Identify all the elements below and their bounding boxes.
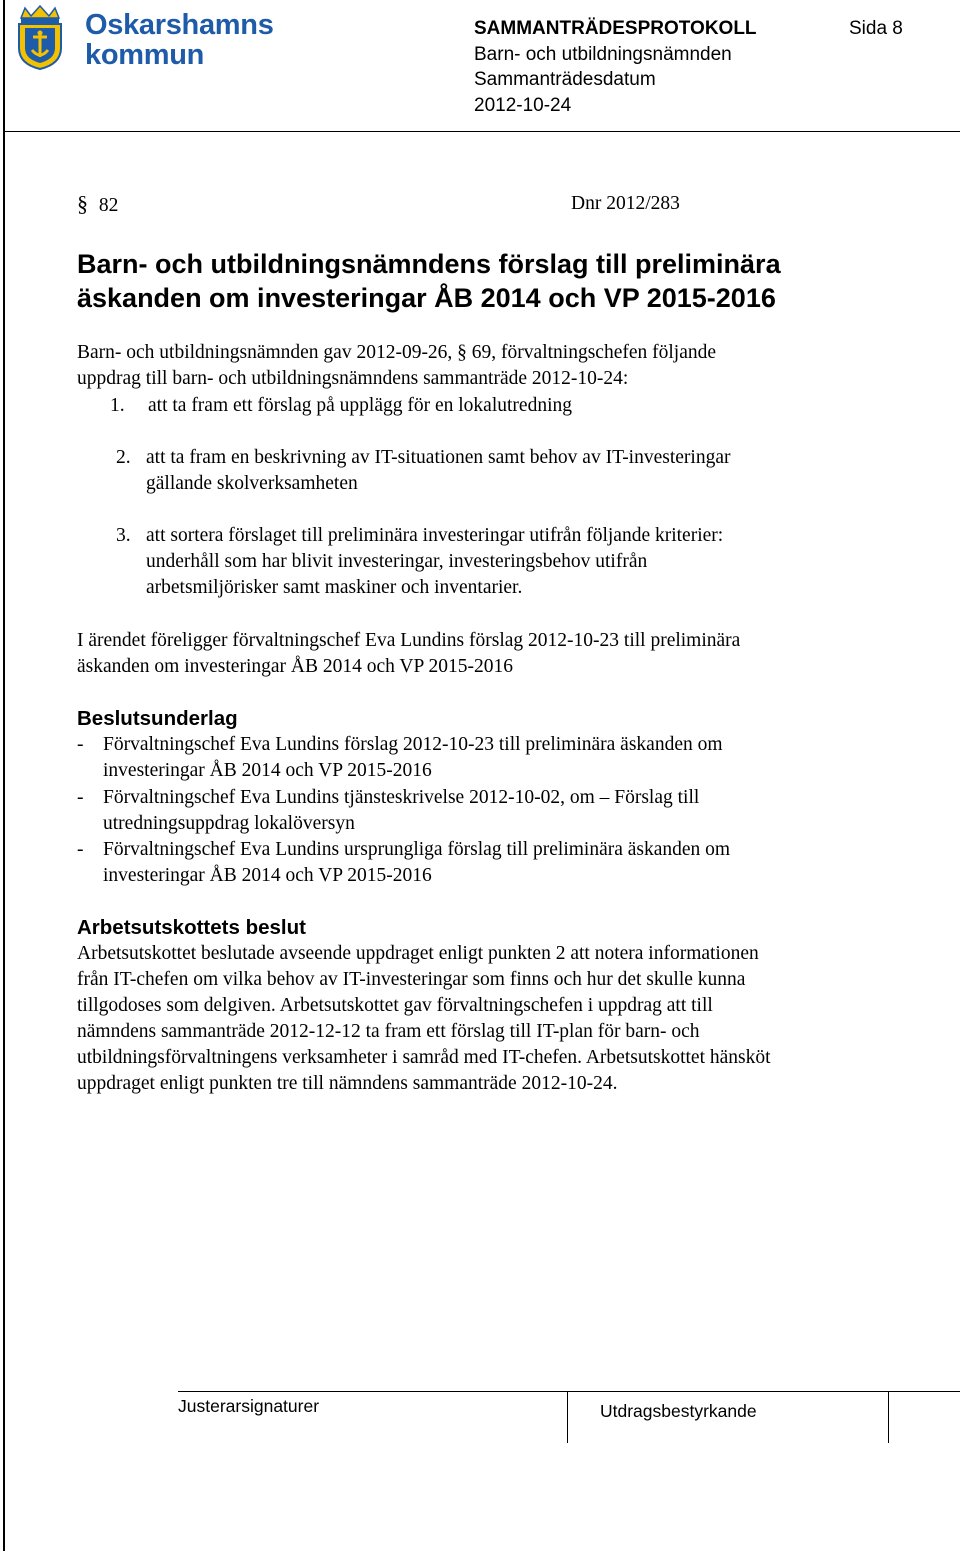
matter-paragraph xyxy=(77,628,740,680)
intro-paragraph xyxy=(77,340,716,392)
au-decision-text xyxy=(77,941,771,1097)
logo-line-2: kommun xyxy=(85,39,205,71)
matter-line: äskanden om investeringar ÅB 2014 och VP 2015-2016 xyxy=(77,656,513,677)
basis-item-text: investeringar ÅB 2014 och VP 2015-2016 xyxy=(103,760,432,781)
au-decision-line: Arbetsutskottet beslutade avseende uppdraget enligt punkten 2 att notera informationen xyxy=(77,943,759,964)
paragraph-number xyxy=(77,191,118,219)
matter-line: I ärendet föreligger förvaltningschef Eva Lundins förslag 2012-10-23 till preliminära xyxy=(77,630,741,651)
extract-certification-label: Utdragsbestyrkande xyxy=(600,1401,757,1421)
item-title-line: Barn- och utbildningsnämndens förslag till preliminära xyxy=(77,249,781,279)
basis-item-text: investeringar ÅB 2014 och VP 2015-2016 xyxy=(103,865,432,886)
basis-item-text: Förvaltningschef Eva Lundins förslag 2012-10-23 till preliminära äskanden om xyxy=(103,734,723,755)
item-title xyxy=(77,247,781,315)
au-decision-line: uppdraget enligt punkten tre till nämndens sammanträde 2012-10-24. xyxy=(77,1073,618,1094)
page-left-border xyxy=(3,0,5,1551)
footer-divider xyxy=(888,1391,889,1443)
basis-item-dash: - xyxy=(77,734,84,755)
intro-line: Barn- och utbildningsnämnden gav 2012-09-26, § 69, förvaltningschefen följande xyxy=(77,342,717,363)
page-number: Sida 8 xyxy=(849,18,903,39)
list-item-text: gällande skolverksamheten xyxy=(146,473,358,494)
dnr-number: Dnr 2012/283 xyxy=(571,193,680,214)
footer-rule xyxy=(178,1391,960,1392)
list-item-text: underhåll som har blivit investeringar, investeringsbehov utifrån xyxy=(146,551,648,572)
footer-divider xyxy=(567,1391,568,1443)
protocol-title: SAMMANTRÄDESPROTOKOLL xyxy=(474,18,757,39)
basis-item-text: utredningsuppdrag lokalöversyn xyxy=(103,813,355,834)
basis-item-dash: - xyxy=(77,787,84,808)
basis-item-text: Förvaltningschef Eva Lundins tjänsteskrivelse 2012-10-02, om – Förslag till xyxy=(103,787,700,808)
document-header xyxy=(474,16,757,118)
beslutsunderlag-heading: Beslutsunderlag xyxy=(77,707,238,730)
basis-item-dash: - xyxy=(77,839,84,860)
item-title-line: äskanden om investeringar ÅB 2014 och VP 2015-2016 xyxy=(77,283,776,313)
au-decision-heading: Arbetsutskottets beslut xyxy=(77,916,306,939)
logo-line-1: Oskarshamns xyxy=(85,9,274,41)
paragraph-number-value: 82 xyxy=(98,195,119,216)
committee-name: Barn- och utbildningsnämnden xyxy=(474,43,732,65)
header-divider xyxy=(3,131,960,132)
section-sign: § xyxy=(77,191,88,216)
au-decision-line: utbildningsförvaltningens verksamheter i samråd med IT-chefen. Arbetsutskottet hänsköt xyxy=(77,1047,771,1068)
list-item-number: 3. xyxy=(116,525,131,546)
adjuster-signatures-label: Justerarsignaturer xyxy=(178,1396,320,1416)
list-item-number: 2. xyxy=(116,447,131,468)
au-decision-line: tillgodoses som delgiven. Arbetsutskottet gav förvaltningschefen i uppdrag att till xyxy=(77,995,713,1016)
list-item-text: att sortera förslaget till preliminära investeringar utifrån följande kriterier: xyxy=(146,525,724,546)
intro-line: uppdrag till barn- och utbildningsnämndens sammanträde 2012-10-24: xyxy=(77,368,629,389)
meeting-date: 2012-10-24 xyxy=(474,94,572,116)
logo-wordmark xyxy=(85,10,274,70)
au-decision-line: nämndens sammanträde 2012-12-12 ta fram ett förslag till IT-plan för barn- och xyxy=(77,1021,700,1042)
list-item-text: arbetsmiljörisker samt maskiner och inventarier. xyxy=(146,577,523,598)
coat-of-arms-icon xyxy=(13,4,67,70)
au-decision-line: från IT-chefen om vilka behov av IT-investeringar som finns och hur det skulle kunna xyxy=(77,969,746,990)
meeting-date-label: Sammanträdesdatum xyxy=(474,69,656,90)
list-item-number: 1. xyxy=(110,395,125,416)
basis-item-text: Förvaltningschef Eva Lundins ursprungliga förslag till preliminära äskanden om xyxy=(103,839,731,860)
municipality-logo xyxy=(13,4,274,72)
list-item-text: att ta fram ett förslag på upplägg för en lokalutredning xyxy=(148,395,572,416)
list-item-text: att ta fram en beskrivning av IT-situationen samt behov av IT-investeringar xyxy=(146,447,731,468)
